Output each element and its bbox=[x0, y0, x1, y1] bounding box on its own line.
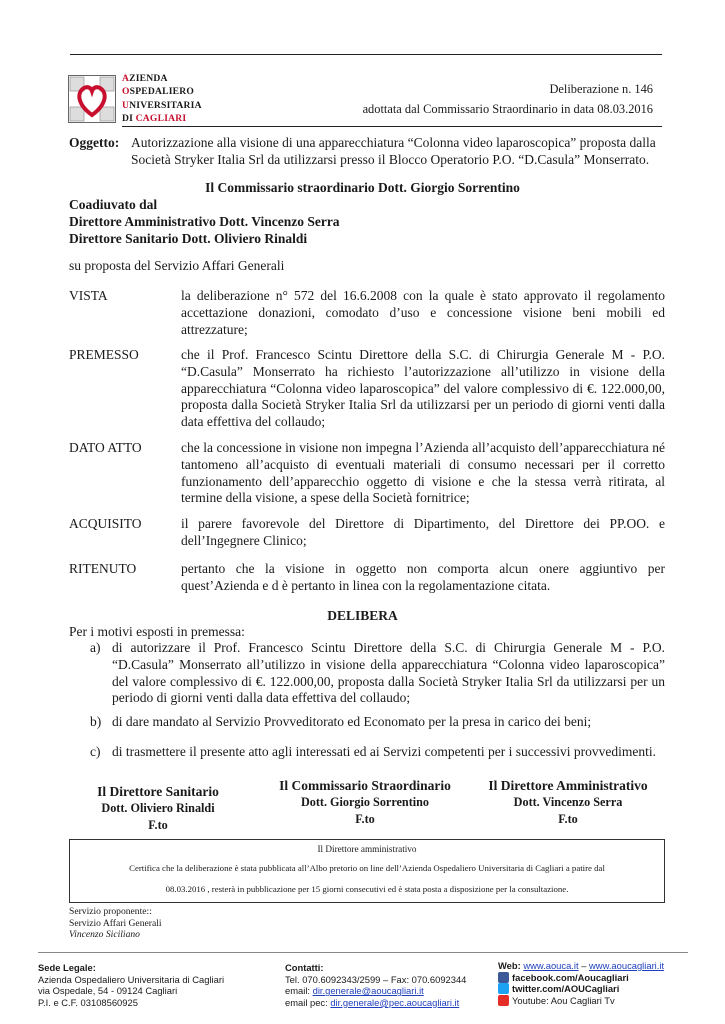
publication-certificate bbox=[69, 839, 665, 903]
email-link[interactable]: dir.generale@aoucagliari.it bbox=[312, 985, 424, 997]
premise-text: la deliberazione n° 572 del 16.6.2008 con la quale è stato approvato il regolamento accettazione donazioni, comodato d’uso e concessione visione beni mobili ed attrezzature; bbox=[181, 288, 665, 337]
footer-contacts bbox=[285, 962, 466, 1008]
header-rule bbox=[122, 126, 662, 127]
proposing-office: Servizio Affari Generali bbox=[69, 917, 162, 929]
org-line-2: OSPEDALIERO bbox=[122, 86, 195, 98]
premise-key: DATO ATTO bbox=[69, 440, 142, 455]
assisted-by-label: Coadiuvato dal bbox=[69, 197, 158, 212]
health-director: Direttore Sanitario Dott. Oliviero Rinaldi bbox=[69, 231, 308, 246]
youtube-row[interactable] bbox=[498, 995, 664, 1007]
subject bbox=[69, 134, 665, 168]
signature-fto: F.to bbox=[558, 812, 578, 826]
facebook-link[interactable]: facebook.com/Aoucagliari bbox=[512, 971, 629, 983]
legal-seat-name: Azienda Ospedaliero Universitaria di Cagliari bbox=[38, 973, 225, 985]
subject-text: Autorizzazione alla visione di una apparecchiatura “Colonna video laparoscopica” proposta dalla Società Stryker Italia Srl da utilizzarsi presso il Blocco Operatorio P.O. “D.Casula” Monserrato. bbox=[131, 135, 656, 167]
signature-name: Dott. Vincenzo Serra bbox=[513, 795, 623, 809]
item-marker: c) bbox=[90, 744, 101, 759]
signature-commissioner bbox=[270, 778, 460, 828]
hospital-logo bbox=[68, 75, 116, 123]
legal-seat-label: Sede Legale: bbox=[38, 962, 96, 973]
signature-role: Il Commissario Straordinario bbox=[279, 778, 451, 793]
item-text: di trasmettere il presente atto agli interessati ed ai Servizi competenti per i successivi provvedimenti. bbox=[112, 744, 656, 759]
signature-role: Il Direttore Sanitario bbox=[97, 784, 219, 799]
premise-ritenuto bbox=[69, 561, 665, 595]
premise-text: il parere favorevole del Direttore di Dipartimento, del Direttore dei PP.OO. e dell’Ingegnere Clinico; bbox=[181, 516, 665, 548]
delibera-heading: DELIBERA bbox=[327, 608, 398, 623]
premise-text: che il Prof. Francesco Scintu Direttore della S.C. di Chirurgia Generale M - P.O. “D.Casula” Monserrato ha richiesto l’autorizzazione all’utilizzo in visione della apparecchiatura “Colonna video laparoscopica” del valore complessivo di €. 122.000,00, proposta dalla Società Stryker Italia Srl da utilizzarsi per un periodo di giorni venti dalla data effettiva del collaudo; bbox=[181, 347, 665, 430]
premise-dato-atto bbox=[69, 440, 665, 507]
subject-label: Oggetto: bbox=[69, 135, 120, 150]
signature-role: Il Direttore Amministrativo bbox=[488, 778, 648, 793]
certificate-line-2: 08.03.2016 , resterà in pubblicazione per 15 giorni consecutivi ed è stata posta a disposizione per la consultazione. bbox=[165, 884, 569, 894]
item-text: di autorizzare il Prof. Francesco Scintu Direttore della S.C. di Chirurgia Generale M - P.O. “D.Casula” Monserrato all’utilizzo in visione della apparecchiatura “Colonna video laparoscopica” del valore complessivo di €. 122.000,00, proposta dalla Società Stryker Italia Srl da utilizzarsi per un periodo di giorni venti dalla data effettiva del collaudo; bbox=[112, 640, 665, 706]
premise-premesso bbox=[69, 347, 665, 431]
certificate-line-1: Certifica che la deliberazione è stata pubblicata all’Albo pretorio on line dell’Azienda Ospedaliero Universitaria di Cagliari a patire dal bbox=[129, 863, 605, 873]
footer-legal-seat bbox=[38, 962, 224, 1008]
org-line-1: AZIENDA bbox=[122, 73, 168, 84]
org-line-3: UNIVERSITARIA bbox=[122, 99, 202, 111]
proposing-person: Vincenzo Siciliano bbox=[69, 929, 140, 940]
deliberation-number: Deliberazione n. 146 bbox=[549, 82, 653, 96]
pec-label: email pec: bbox=[285, 996, 331, 1008]
item-text: di dare mandato al Servizio Provveditorato ed Economato per la presa in carico dei beni; bbox=[112, 714, 592, 729]
decision-item-b bbox=[90, 714, 665, 731]
signature-administrative-director bbox=[478, 778, 658, 828]
web-link-1[interactable]: www.aouca.it bbox=[523, 960, 579, 971]
premise-key: ACQUISITO bbox=[69, 516, 142, 531]
signature-name: Dott. Giorgio Sorrentino bbox=[300, 795, 430, 809]
pec-link[interactable]: dir.generale@pec.aoucagliari.it bbox=[330, 996, 460, 1008]
signature-fto: F.to bbox=[355, 812, 375, 826]
premise-acquisito bbox=[69, 516, 665, 550]
reasons-intro: Per i motivi esposti in premessa: bbox=[69, 624, 245, 639]
organization-name bbox=[122, 72, 202, 126]
twitter-icon bbox=[498, 983, 509, 994]
premise-key: PREMESSO bbox=[69, 347, 139, 362]
deliberation-date: adottata dal Commissario Straordinario in data 08.03.2016 bbox=[362, 102, 653, 116]
item-marker: a) bbox=[90, 640, 101, 655]
decision-item-a bbox=[90, 640, 665, 707]
premise-text: che la concessione in visione non impegna l’Azienda all’acquisto dell’apparecchiatura né tantomeno all’acquisto di eventuali materiali di consumo necessari per il corretto funzionamento dell’apparecchio oggetto di visione e che la stessa verrà ritirata, al termine della visione, a spese della Società fornitrice; bbox=[181, 440, 665, 506]
twitter-row[interactable] bbox=[498, 983, 664, 995]
youtube-icon bbox=[498, 995, 509, 1006]
top-rule bbox=[70, 54, 662, 55]
premise-vista bbox=[69, 288, 665, 338]
deliberation-header bbox=[363, 79, 653, 119]
web-link-2[interactable]: www.aoucagliari.it bbox=[589, 960, 665, 971]
premise-key: RITENUTO bbox=[69, 561, 137, 576]
signature-fto: F.to bbox=[148, 818, 168, 832]
proposal-line: su proposta del Servizio Affari Generali bbox=[69, 258, 285, 273]
commissioner-heading: Il Commissario straordinario Dott. Giorgio Sorrentino bbox=[205, 180, 520, 195]
web-separator: – bbox=[578, 960, 590, 971]
footer-rule bbox=[38, 952, 688, 953]
contacts-phone: Tel. 070.6092343/2599 – Fax: 070.6092344 bbox=[285, 973, 467, 985]
decision-item-c bbox=[90, 744, 665, 761]
item-marker: b) bbox=[90, 714, 102, 729]
twitter-link[interactable]: twitter.com/AOUCagliari bbox=[512, 983, 620, 995]
certificate-heading: Il Direttore amministrativo bbox=[317, 844, 417, 854]
email-label: email: bbox=[285, 985, 313, 997]
contacts-label: Contatti: bbox=[285, 962, 324, 973]
org-line-4: DI CAGLIARI bbox=[122, 113, 187, 125]
premise-text: pertanto che la visione in oggetto non comporta alcun onere aggiuntivo per quest’Azienda e d è pertanto in linea con la regolamentazione citata. bbox=[181, 561, 665, 593]
signature-health-director bbox=[78, 784, 238, 834]
assisted-by bbox=[69, 196, 340, 247]
signature-name: Dott. Oliviero Rinaldi bbox=[101, 801, 215, 815]
premise-key: VISTA bbox=[69, 288, 108, 303]
administrative-director: Direttore Amministrativo Dott. Vincenzo Serra bbox=[69, 214, 340, 229]
facebook-icon bbox=[498, 972, 509, 983]
youtube-link[interactable]: Youtube: Aou Cagliari Tv bbox=[512, 994, 615, 1006]
footer-web bbox=[498, 960, 664, 1006]
legal-seat-address: via Ospedale, 54 - 09124 Cagliari bbox=[38, 985, 178, 997]
legal-seat-vat: P.I. e C.F. 03108560925 bbox=[38, 996, 138, 1008]
proposing-service bbox=[69, 906, 162, 941]
web-label: Web: bbox=[498, 960, 524, 971]
facebook-row[interactable] bbox=[498, 972, 664, 984]
proposing-label: Servizio proponente:: bbox=[69, 906, 152, 917]
